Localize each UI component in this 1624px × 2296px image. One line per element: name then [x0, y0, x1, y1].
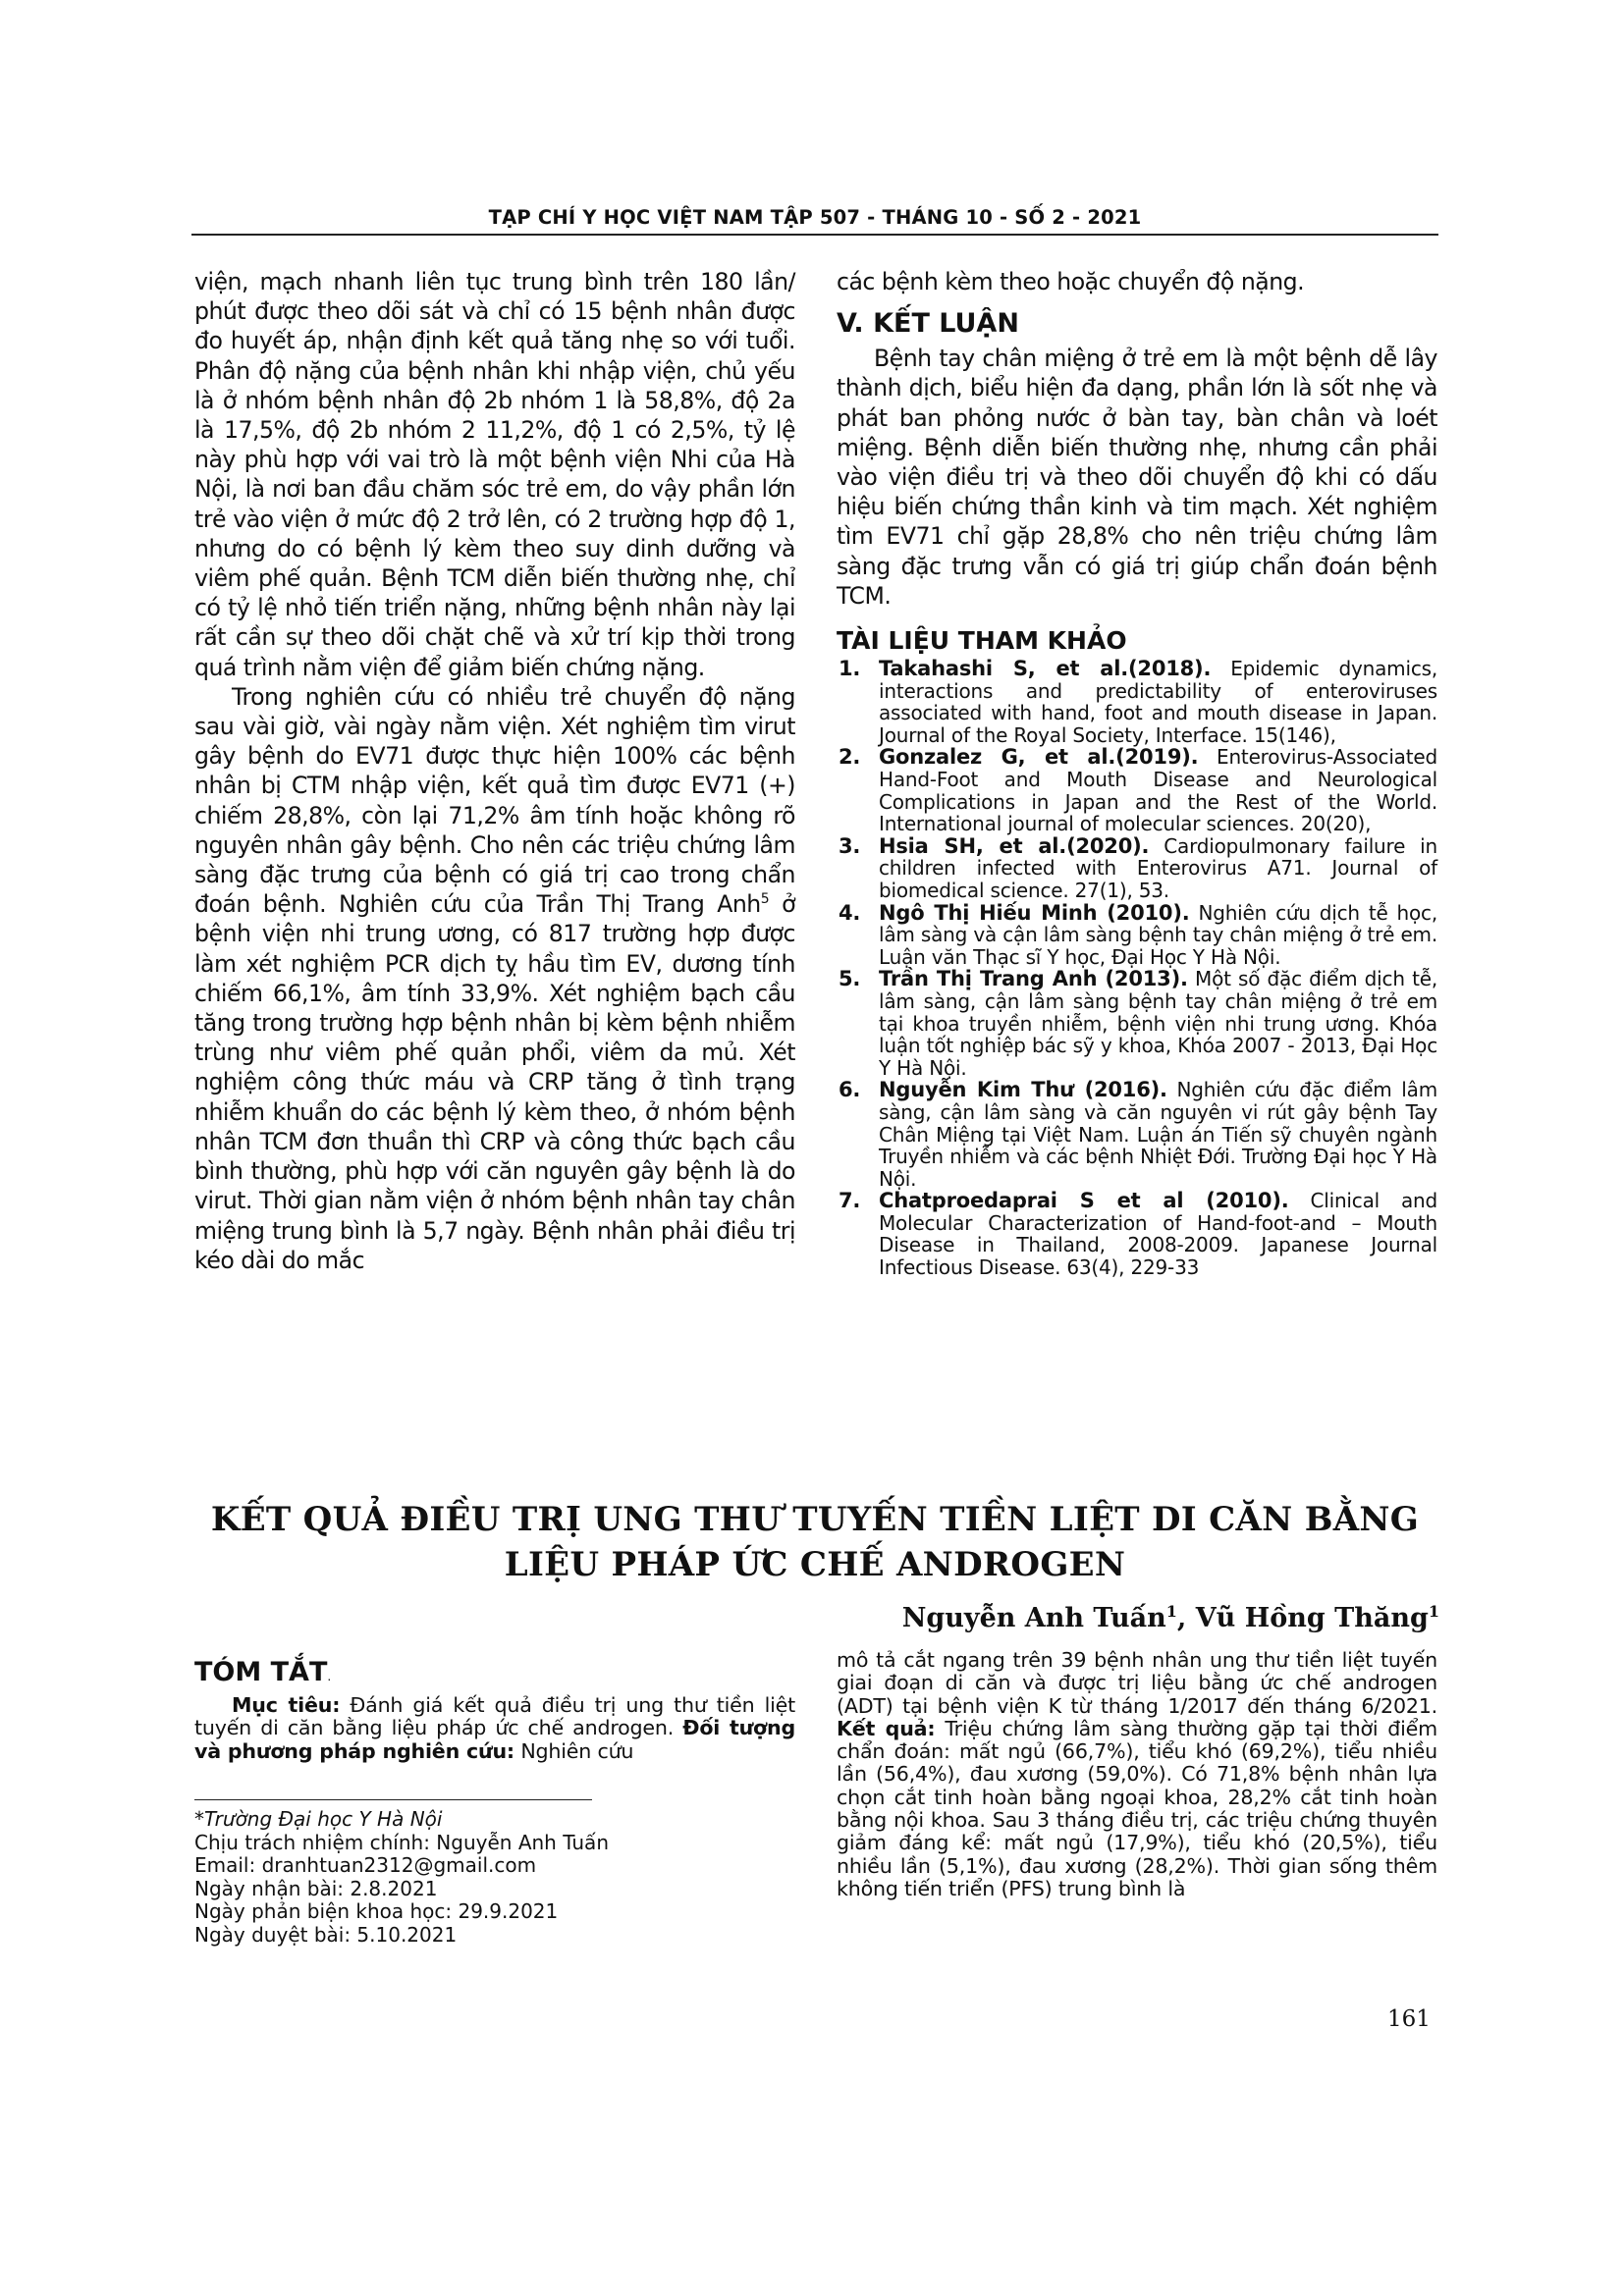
header-rule	[191, 234, 1438, 236]
footnote-email: Email: dranhtuan2312@gmail.com	[194, 1853, 537, 1877]
reference-authors: Ngô Thị Hiếu Minh (2010).	[879, 900, 1190, 925]
results-text: Triệu chứng lâm sàng thường gặp tại thời điểm chẩn đoán: mất ngủ (66,7%), tiểu khó (69,2%), tiểu nhiều lần (56,4%), đau xương (59,0%). Có 71,8% bệnh nhân lựa chọn cắt tinh hoàn bằng ngoại khoa, 28,2% cắt tinh hoàn bằng nội khoa. Sau 3 tháng điều trị, các triệu chứng thuyên giảm đáng kể: mất ngủ (17,9%), tiểu khó (20,5%), tiểu nhiều lần (5,1%), đau xương (28,2%). Thời gian sống thêm không tiến triển (PFS) trung bình là	[837, 1716, 1437, 1900]
footnote-rule	[194, 1799, 592, 1800]
reference-item	[837, 902, 1437, 969]
right-column	[837, 267, 1437, 1279]
reference-item	[837, 835, 1437, 902]
footnote-corresponding: Chịu trách nhiệm chính: Nguyễn Anh Tuấn	[194, 1830, 609, 1854]
author-2-affiliation: 1	[1428, 1602, 1439, 1621]
page-number: 161	[1387, 2006, 1431, 2032]
results-label: Kết quả:	[837, 1716, 936, 1740]
reference-item	[837, 968, 1437, 1079]
left-paragraph-2	[194, 682, 795, 1275]
reference-number: 5.	[839, 967, 861, 991]
references-list	[837, 658, 1437, 1279]
reference-text: Một số đặc điểm dịch tễ, lâm sàng, cận lâm sàng bệnh tay chân miệng ở trẻ em tại khoa truyền nhiễm, bệnh viện nhi trung ương. Khóa luận tốt nghiệp bác sỹ y khoa, Khóa 2007 - 2013, Đại Học Y Hà Nội.	[879, 967, 1437, 1080]
citation-superscript: 5	[760, 891, 770, 908]
author-1-affiliation: 1	[1165, 1602, 1177, 1621]
abstract-right	[837, 1649, 1437, 1900]
reference-text: Cardiopulmonary failure in children infected with Enterovirus A71. Journal of biomedical science. 27(1), 53.	[879, 833, 1438, 902]
reference-item	[837, 1079, 1437, 1190]
methods-text-right: mô tả cắt ngang trên 39 bệnh nhân ung thư tiền liệt tuyến giai đoạn di căn và được trị liệu bằng ức chế androgen (ADT) tại bệnh viện K từ tháng 1/2017 đến tháng 6/2021.	[837, 1648, 1437, 1718]
article-title-line-2: LIỆU PHÁP ỨC CHẾ ANDROGEN	[504, 1545, 1126, 1584]
reference-number: 1.	[839, 657, 861, 681]
footnote-accepted: Ngày duyệt bài: 5.10.2021	[194, 1922, 458, 1947]
conclusion-heading: V. KẾT LUẬN	[837, 308, 1019, 340]
abstract-left	[194, 1694, 795, 1763]
author-1: Nguyễn Anh Tuấn	[901, 1603, 1166, 1633]
reference-item	[837, 746, 1437, 834]
running-head: TẠP CHÍ Y HỌC VIỆT NAM TẬP 507 - THÁNG 10 - SỐ 2 - 2021	[488, 206, 1142, 229]
footnote-reviewed: Ngày phản biện khoa học: 29.9.2021	[194, 1899, 559, 1923]
abstract-heading-mark: .	[327, 1670, 332, 1683]
reference-number: 3.	[839, 833, 861, 858]
reference-text: Clinical and Molecular Characterization of Hand-foot-and – Mouth Disease in Thailand, 2008-2009. Japanese Journal Infectious Disease. 63(4), 229-33	[879, 1189, 1437, 1280]
abstract-right-paragraph	[837, 1649, 1437, 1900]
reference-text: Nghiên cứu dịch tễ học, lâm sàng và cận lâm sàng bệnh tay chân miệng ở trẻ em. Luận văn Thạc sĩ Y học, Đại Học Y Hà Nội.	[879, 900, 1437, 969]
article-authors	[902, 1603, 1439, 1633]
footnote-affiliation: *Trường Đại học Y Hà Nội	[194, 1807, 443, 1831]
right-continuation: các bệnh kèm theo hoặc chuyển độ nặng.	[837, 268, 1305, 295]
reference-text: Enterovirus-Associated Hand-Foot and Mouth Disease and Neurological Complications in Japan and the Rest of the World. International journal of molecular sciences. 20(20),	[879, 745, 1437, 836]
abstract-heading-text: TÓM TẮT	[194, 1657, 328, 1687]
reference-number: 7.	[839, 1189, 861, 1213]
objective-label: Mục tiêu:	[232, 1693, 341, 1717]
article-title	[187, 1497, 1443, 1587]
reference-authors: Takahashi S, et al.(2018).	[879, 657, 1212, 681]
methods-label: Đối tượng và phương pháp nghiên cứu:	[194, 1716, 795, 1763]
left-column	[194, 267, 795, 1275]
reference-authors: Nguyễn Kim Thư (2016).	[879, 1078, 1167, 1102]
reference-authors: Hsia SH, et al.(2020).	[879, 833, 1150, 858]
footnote	[194, 1808, 609, 1947]
reference-number: 2.	[839, 745, 861, 770]
references-heading: TÀI LIỆU THAM KHẢO	[837, 626, 1127, 656]
article-title-line-1: KẾT QUẢ ĐIỀU TRỊ UNG THƯ TUYẾN TIỀN LIỆT DI CĂN BẰNG	[210, 1500, 1420, 1539]
reference-authors: Trần Thị Trang Anh (2013).	[879, 967, 1188, 991]
left-paragraph-2-part-1: Trong nghiên cứu có nhiều trẻ chuyển độ nặng sau vài giờ, vài ngày nằm viện. Xét nghiệm tìm virut gây bệnh do EV71 được thực hiện 100% các bệnh nhân bị CTM nhập viện, kết quả tìm được EV71 (+) chiếm 28,8%, còn lại 71,2% âm tính hoặc không rõ nguyên nhân gây bệnh. Cho nên các triệu chứng lâm sàng đặc trưng của bệnh có giá trị cao trong chẩn đoán bệnh. Nghiên cứu của Trần Thị Trang Anh	[194, 682, 795, 919]
reference-number: 6.	[839, 1078, 861, 1102]
abstract-left-paragraph	[194, 1694, 795, 1763]
author-separator: ,	[1176, 1603, 1196, 1633]
abstract-heading	[194, 1657, 331, 1687]
reference-authors: Chatproedaprai S et al (2010).	[879, 1189, 1289, 1213]
left-paragraph-2-part-2: ở bệnh viện nhi trung ương, có 817 trường hợp được làm xét nghiệm PCR dịch tỵ hầu tìm EV, dương tính chiếm 66,1%, âm tính 33,9%. Xét nghiệm bạch cầu tăng trong trường hợp bệnh nhân bị kèm bệnh nhiễm trùng như viêm phế quản phổi, viêm da mủ. Xét nghiệm công thức máu và CRP tăng ở tình trạng nhiễm khuẩn do các bệnh lý kèm theo, ở nhóm bệnh nhân TCM đơn thuần thì CRP và công thức bạch cầu bình thường, phù hợp với căn nguyên gây bệnh là do virut. Thời gian nằm viện ở nhóm bệnh nhân tay chân miệng trung bình là 5,7 ngày. Bệnh nhân phải điều trị kéo dài do mắc	[194, 890, 796, 1274]
reference-text: Epidemic dynamics, interactions and predictability of enteroviruses associated with hand, foot and mouth disease in Japan. Journal of the Royal Society, Interface. 15(146),	[879, 657, 1437, 747]
conclusion-text: Bệnh tay chân miệng ở trẻ em là một bệnh dễ lây thành dịch, biểu hiện đa dạng, phần lớn là sốt nhẹ và phát ban phỏng nước ở bàn tay, bàn chân và loét miệng. Bệnh diễn biến thường nhẹ, nhưng cần phải vào viện điều trị và theo dõi chuyển độ khi có dấu hiệu biến chứng thần kinh và tim mạch. Xét nghiệm tìm EV71 chỉ gặp 28,8% cho nên triệu chứng lâm sàng đặc trưng vẫn có giá trị giúp chẩn đoán bệnh TCM.	[837, 345, 1437, 610]
reference-item	[837, 658, 1437, 746]
reference-item	[837, 1190, 1437, 1278]
objective-text: Đánh giá kết quả điều trị ung thư tiền liệt tuyến di căn bằng liệu pháp ức chế androgen.	[194, 1693, 796, 1740]
reference-number: 4.	[839, 900, 861, 925]
author-2: Vũ Hồng Thăng	[1195, 1603, 1429, 1633]
footnote-received: Ngày nhận bài: 2.8.2021	[194, 1876, 438, 1900]
methods-text-left: Nghiên cứu	[514, 1738, 634, 1763]
reference-text: Nghiên cứu đặc điểm lâm sàng, cận lâm sàng và căn nguyên vi rút gây bệnh Tay Chân Miệng tại Việt Nam. Luận án Tiến sỹ chuyên ngành Truyền nhiễm và các bệnh Nhiệt Đới. Trường Đại học Y Hà Nội.	[879, 1078, 1437, 1191]
left-paragraph-1: viện, mạch nhanh liên tục trung bình trên 180 lần/ phút được theo dõi sát và chỉ có 15 bệnh nhân được đo huyết áp, nhận định kết quả tăng nhẹ so với tuổi. Phân độ nặng của bệnh nhân khi nhập viện, chủ yếu là ở nhóm bệnh nhân độ 2b nhóm 1 là 58,8%, độ 2a là 17,5%, độ 2b nhóm 2 11,2%, độ 1 có 2,5%, tỷ lệ này phù hợp với vai trò là một bệnh viện Nhi của Hà Nội, là nơi ban đầu chăm sóc trẻ em, do vậy phần lớn trẻ vào viện ở mức độ 2 trở lên, có 2 trường hợp độ 1, nhưng do có bệnh lý kèm theo suy dinh dưỡng và viêm phế quản. Bệnh TCM diễn biến thường nhẹ, chỉ có tỷ lệ nhỏ tiến triển nặng, những bệnh nhân này lại rất cần sự theo dõi chặt chẽ và xử trí kịp thời trong quá trình nằm viện để giảm biến chứng nặng.	[194, 268, 795, 681]
reference-authors: Gonzalez G, et al.(2019).	[879, 745, 1199, 770]
